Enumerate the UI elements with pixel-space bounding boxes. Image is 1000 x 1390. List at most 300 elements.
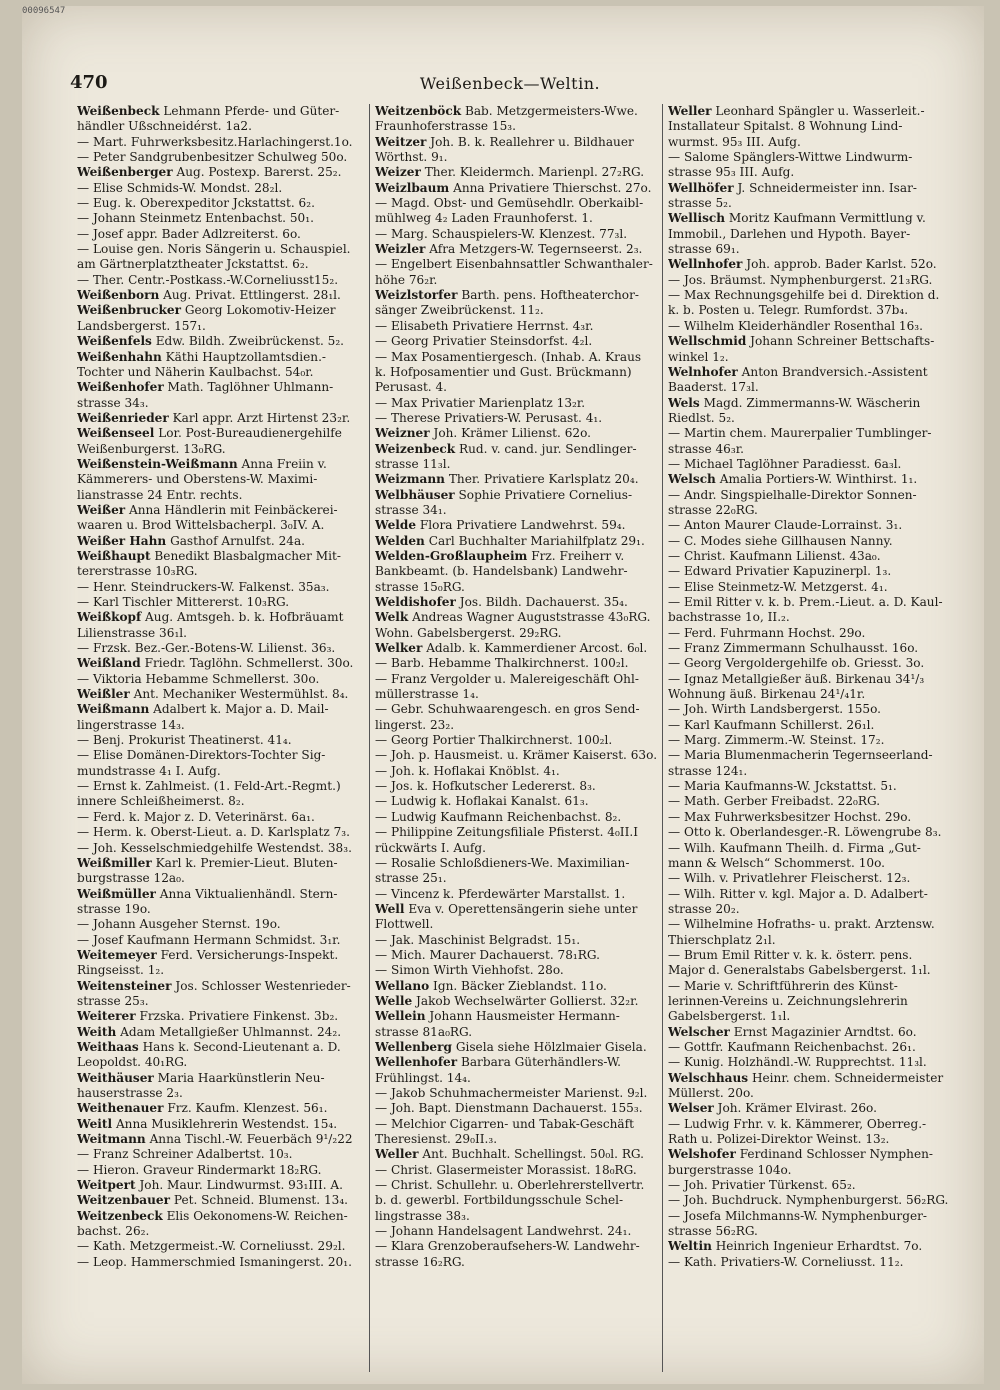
directory-entry [375, 150, 657, 165]
entry-surname: Weithaas [77, 1039, 139, 1054]
directory-entry [668, 534, 950, 549]
entry-text: — Wilh. v. Privatlehrer Fleischerst. 12₃. [668, 871, 911, 886]
entry-text: strasse 11₃l. [375, 456, 451, 471]
entry-surname: Welshofer [668, 1147, 736, 1162]
directory-entry [375, 1055, 657, 1070]
entry-text: Heinrich Ingenieur Erhardtst. 7o. [715, 1239, 923, 1254]
directory-entry [375, 687, 657, 702]
directory-entry [77, 1055, 359, 1070]
entry-text: Ant. Mechaniker Westermühlst. 8₄. [133, 687, 349, 702]
entry-text: Elis Oekonomens-W. Reichen- [166, 1208, 348, 1223]
directory-entry [375, 564, 657, 579]
entry-text: — Christ. Glasermeister Morassist. 18₀RG. [375, 1162, 637, 1177]
entry-text: strasse 19o. [77, 901, 151, 916]
entry-surname: Wellhöfer [668, 180, 734, 195]
entry-text: Gabelsbergerst. 1₁l. [668, 1009, 791, 1024]
directory-entry [668, 1071, 950, 1086]
directory-entry [77, 1163, 359, 1178]
entry-text: — Joh. Buchdruck. Nymphenburgerst. 56₂RG. [668, 1193, 949, 1208]
column-rule [662, 104, 663, 1372]
directory-entry [668, 748, 950, 763]
directory-entry [668, 227, 950, 242]
directory-entry [668, 350, 950, 365]
page-number: 470 [70, 72, 108, 93]
entry-surname: Welscher [668, 1024, 730, 1039]
directory-entry [668, 1025, 950, 1040]
entry-text: Sophie Privatiere Cornelius- [458, 487, 633, 502]
entry-text: Baaderst. 17₃l. [668, 380, 759, 395]
entry-text: — Jak. Maschinist Belgradst. 15₁. [375, 932, 581, 947]
entry-surname: Weitensteiner [77, 978, 172, 993]
entry-text: — Elise Domänen-Direktors-Tochter Sig- [77, 748, 326, 763]
entry-surname: Wellenberg [375, 1039, 452, 1054]
directory-entry [375, 1255, 657, 1270]
entry-text: — Ignaz Metallgießer äuß. Birkenau 34¹/₃ [668, 671, 925, 686]
directory-entry [668, 1101, 950, 1116]
directory-entry [77, 1147, 359, 1162]
entry-text: — Peter Sandgrubenbesitzer Schulweg 50o. [77, 150, 348, 165]
entry-text: waaren u. Brod Wittelsbacherpl. 3₀IV. A. [77, 518, 325, 533]
directory-entry [668, 1086, 950, 1101]
entry-surname: Welk [375, 610, 409, 625]
directory-entry [77, 457, 359, 472]
directory-entry [375, 902, 657, 917]
entry-text: Thierschplatz 2₁l. [668, 932, 776, 947]
directory-entry [375, 702, 657, 717]
directory-entry [375, 303, 657, 318]
directory-entry [668, 580, 950, 595]
directory-entry [77, 626, 359, 641]
entry-surname: Welker [375, 641, 423, 656]
entry-text: — Mich. Maurer Dachauerst. 78₁RG. [375, 947, 600, 962]
directory-entry [375, 334, 657, 349]
entry-surname: Welden-Großlaupheim [375, 548, 528, 563]
entry-text: — Benj. Prokurist Theatinerst. 41₄. [77, 733, 292, 748]
entry-text: — Max Privatier Marienplatz 13₂r. [375, 395, 586, 410]
directory-entry [375, 549, 657, 564]
entry-text: — Joh. Wirth Landsbergerst. 155o. [668, 702, 881, 717]
entry-text: — Frzsk. Bez.-Ger.-Botens-W. Lilienst. 36₃. [77, 641, 336, 656]
entry-text: — Hieron. Graveur Rindermarkt 18₂RG. [77, 1162, 322, 1177]
directory-entry [77, 334, 359, 349]
entry-text: — Josef appr. Bader Adlzreiterst. 6o. [77, 226, 301, 241]
directory-entry [77, 887, 359, 902]
entry-text: — Salome Spänglers-Wittwe Lindwurm- [668, 150, 913, 165]
directory-entry [77, 411, 359, 426]
column-1 [77, 104, 359, 1270]
entry-text: Frühlingst. 14₄. [375, 1070, 471, 1085]
entry-text: Joh. Maur. Lindwurmst. 93₁III. A. [139, 1178, 343, 1193]
entry-text: Frzska. Privatiere Finkenst. 3b₂. [139, 1009, 339, 1024]
directory-entry [668, 856, 950, 871]
entry-text: Carl Buchhalter Mariahilfplatz 29₁. [428, 533, 645, 548]
entry-text: Ign. Bäcker Zieblandst. 11o. [433, 978, 607, 993]
entry-surname: Wellisch [668, 211, 726, 226]
entry-text: — Maria Kaufmanns-W. Jckstattst. 5₁. [668, 779, 897, 794]
column-2 [375, 104, 657, 1270]
directory-entry [375, 350, 657, 365]
entry-text: innere Schleißheimerst. 8₂. [77, 794, 245, 809]
entry-text: — Engelbert Eisenbahnsattler Schwanthaler- [375, 257, 653, 272]
entry-surname: Weißenhofer [77, 380, 164, 395]
entry-text: Aug. Amtsgeh. b. k. Hofbräuamt [145, 610, 344, 625]
entry-text: — Wilhelmine Hofraths- u. prakt. Arztensw. [668, 917, 935, 932]
entry-text: Georg Lokomotiv-Heizer [184, 303, 336, 318]
directory-entry [375, 1147, 657, 1162]
directory-entry [375, 672, 657, 687]
entry-text: Frz. Kaufm. Klenzest. 56₁. [167, 1101, 328, 1116]
directory-entry [668, 610, 950, 625]
entry-surname: Weißler [77, 687, 130, 702]
directory-entry [375, 165, 657, 180]
entry-text: Bab. Metzgermeisters-Wwe. [464, 104, 638, 118]
entry-text: — Gottfr. Kaufmann Reichenbachst. 26₁. [668, 1039, 916, 1054]
directory-entry [77, 135, 359, 150]
entry-text: Kämmerers- und Oberstens-W. Maximi- [77, 472, 318, 487]
entry-surname: Weizler [375, 242, 426, 257]
directory-entry [77, 794, 359, 809]
entry-text: — Kunig. Holzhändl.-W. Rupprechtst. 11₃l. [668, 1055, 927, 1070]
entry-text: höhe 76₂r. [375, 272, 438, 287]
directory-entry [668, 442, 950, 457]
directory-entry [668, 1255, 950, 1270]
directory-entry [77, 242, 359, 257]
entry-text: Adalbert k. Major a. D. Mail- [153, 702, 329, 717]
entry-text: Anna Händlerin mit Feinbäckerei- [129, 502, 338, 517]
entry-text: Müllerst. 20o. [668, 1086, 754, 1100]
directory-entry [375, 994, 657, 1009]
directory-entry [77, 288, 359, 303]
entry-text: Adalb. k. Kammerdiener Arcost. 6₀l. [426, 641, 648, 656]
directory-entry [668, 764, 950, 779]
directory-entry [77, 687, 359, 702]
directory-entry [375, 656, 657, 671]
directory-entry [375, 748, 657, 763]
entry-surname: Weizlstorfer [375, 288, 458, 303]
directory-entry [77, 165, 359, 180]
entry-text: — Herm. k. Oberst-Lieut. a. D. Karlsplatz 7₃. [77, 825, 350, 840]
directory-entry [668, 503, 950, 518]
directory-entry [77, 1040, 359, 1055]
directory-entry [668, 488, 950, 503]
directory-entry [77, 933, 359, 948]
entry-text: Maria Haarkünstlerin Neu- [157, 1070, 325, 1085]
directory-entry [77, 1132, 359, 1147]
entry-surname: Weldishofer [375, 595, 456, 609]
entry-text: — Georg Vergoldergehilfe ob. Griesst. 3o. [668, 656, 925, 671]
directory-entry [668, 1040, 950, 1055]
entry-surname: Welschhaus [668, 1070, 749, 1085]
page-header [70, 72, 950, 102]
entry-text: — Michael Taglöhner Paradiesst. 6a₃l. [668, 456, 902, 471]
directory-entry [668, 687, 950, 702]
directory-entry [668, 672, 950, 687]
entry-text: Gasthof Arnulfst. 24a. [170, 533, 306, 548]
entry-text: — Joh. Privatier Türkenst. 65₂. [668, 1178, 856, 1193]
directory-entry [668, 810, 950, 825]
entry-text: — Karl Kaufmann Schillerst. 26₁l. [668, 717, 875, 732]
entry-surname: Weißenfels [77, 334, 152, 349]
entry-text: Käthi Hauptzollamtsdien.- [165, 349, 327, 364]
directory-entry [668, 181, 950, 196]
entry-text: lingstrasse 38₃. [375, 1208, 470, 1223]
directory-entry [77, 119, 359, 134]
entry-text: — Maria Blumenmacherin Tegernseerland- [668, 748, 933, 763]
entry-text: Ther. Privatiere Karlsplatz 20₄. [448, 472, 639, 487]
entry-surname: Weltin [668, 1239, 712, 1254]
directory-entry [77, 227, 359, 242]
entry-text: strasse 16₂RG. [375, 1254, 465, 1269]
entry-text: Wohn. Gabelsbergerst. 29₂RG. [375, 625, 562, 640]
entry-text: — Elise Schmids-W. Mondst. 28₂l. [77, 180, 283, 195]
entry-text: mundstrasse 4₁ I. Aufg. [77, 763, 221, 778]
directory-entry [668, 1055, 950, 1070]
directory-entry [375, 963, 657, 978]
entry-text: — Christ. Schullehr. u. Oberlehrerstellvertr. [375, 1178, 645, 1193]
entry-text: Bankbeamt. (b. Handelsbank) Landwehr- [375, 564, 628, 579]
directory-entry [77, 181, 359, 196]
directory-entry [375, 1071, 657, 1086]
entry-text: Gisela siehe Hölzlmaier Gisela. [455, 1039, 647, 1054]
entry-text: Flottwell. [375, 917, 434, 932]
entry-surname: Weitzenbeck [77, 1208, 163, 1223]
directory-entry [668, 979, 950, 994]
directory-entry [375, 856, 657, 871]
entry-text: Anna Freiin v. [241, 456, 327, 471]
entry-text: strasse 22₀RG. [668, 502, 758, 517]
entry-surname: Weißenbrucker [77, 303, 181, 318]
entry-text: strasse 34₃. [77, 395, 149, 410]
directory-entry [77, 1071, 359, 1086]
directory-entry [668, 426, 950, 441]
directory-entry [77, 1255, 359, 1270]
directory-entry [668, 825, 950, 840]
directory-entry [668, 411, 950, 426]
entry-text: — Andr. Singspielhalle-Direktor Sonnen- [668, 487, 917, 502]
directory-entry [668, 1239, 950, 1254]
entry-surname: Wellnhofer [668, 257, 743, 272]
directory-entry [668, 396, 950, 411]
entry-text: Ant. Buchhalt. Schellingst. 50₀l. RG. [422, 1147, 644, 1162]
directory-entry [375, 1101, 657, 1116]
entry-text: — Ernst k. Zahlmeist. (1. Feld-Art.-Regmt.) [77, 779, 341, 794]
entry-text: — Joh. Bapt. Dienstmann Dachauerst. 155₃. [375, 1101, 643, 1116]
directory-entry [77, 610, 359, 625]
entry-surname: Weißenseel [77, 426, 155, 441]
entry-text: — Jakob Schuhmachermeister Marienst. 9₂l. [375, 1086, 648, 1100]
entry-text: — Emil Ritter v. k. b. Prem.-Lieut. a. D. Kaul- [668, 595, 943, 609]
entry-surname: Weißland [77, 656, 141, 671]
directory-entry [77, 580, 359, 595]
entry-text: Frz. Freiherr v. [531, 548, 625, 563]
directory-entry [668, 1224, 950, 1239]
entry-surname: Weitzenbauer [77, 1193, 170, 1208]
directory-entry [375, 1025, 657, 1040]
entry-text: Hans k. Second-Lieutenant a. D. [142, 1039, 341, 1054]
directory-entry [668, 1209, 950, 1224]
directory-entry [77, 518, 359, 533]
directory-entry [77, 1239, 359, 1254]
entry-surname: Weizlbaum [375, 180, 450, 195]
entry-text: strasse 25₁. [375, 871, 447, 886]
directory-entry [668, 595, 950, 610]
entry-text: — Georg Privatier Steinsdorfst. 4₂l. [375, 334, 593, 349]
entry-text: — Edward Privatier Kapuzinerpl. 1₃. [668, 564, 892, 579]
directory-entry [77, 350, 359, 365]
directory-entry [668, 472, 950, 487]
directory-entry [77, 779, 359, 794]
entry-text: — Ludwig Kaufmann Reichenbachst. 8₂. [375, 809, 622, 824]
directory-entry [77, 1101, 359, 1116]
entry-text: Immobil., Darlehen und Hypoth. Bayer- [668, 226, 911, 241]
entry-text: strasse 5₂. [668, 196, 732, 211]
entry-surname: Wellschmid [668, 334, 747, 349]
entry-text: — Josef Kaufmann Hermann Schmidst. 3₁r. [77, 932, 341, 947]
entry-surname: Wellenhofer [375, 1055, 458, 1070]
entry-surname: Weizenbeck [375, 441, 456, 456]
entry-text: mann & Welsch“ Schommerst. 10o. [668, 855, 886, 870]
entry-surname: Weißmüller [77, 886, 156, 901]
directory-entry [77, 488, 359, 503]
entry-surname: Welser [668, 1101, 714, 1116]
directory-entry [77, 549, 359, 564]
entry-surname: Welsch [668, 472, 716, 487]
directory-entry [375, 411, 657, 426]
entry-text: Jakob Wechselwärter Gollierst. 32₂r. [416, 993, 639, 1008]
entry-surname: Weithäuser [77, 1070, 154, 1085]
directory-entry [375, 871, 657, 886]
entry-text: J. Schneidermeister inn. Isar- [737, 180, 917, 195]
directory-entry [375, 1040, 657, 1055]
directory-entry [77, 656, 359, 671]
entry-text: mühlweg 4₂ Laden Fraunhoferst. 1. [375, 211, 593, 226]
directory-entry [77, 1209, 359, 1224]
entry-text: rückwärts I. Aufg. [375, 840, 486, 855]
entry-text: strasse 56₂RG. [668, 1224, 758, 1239]
directory-entry [375, 979, 657, 994]
entry-surname: Wellein [375, 1009, 426, 1024]
entry-surname: Weitpert [77, 1178, 136, 1193]
directory-entry [668, 211, 950, 226]
directory-entry [77, 150, 359, 165]
directory-entry [375, 948, 657, 963]
directory-entry [375, 457, 657, 472]
directory-entry [668, 150, 950, 165]
entry-text: Adam Metallgießer Uhlmannst. 24₂. [120, 1024, 342, 1039]
directory-entry [77, 1178, 359, 1193]
entry-surname: Weißenberger [77, 165, 173, 180]
entry-text: Pet. Schneid. Blumenst. 13₄. [173, 1193, 349, 1208]
entry-surname: Weißhaupt [77, 548, 151, 563]
entry-text: — Elise Steinmetz-W. Metzgerst. 4₁. [668, 579, 888, 594]
entry-text: Lor. Post-Bureaudienergehilfe [158, 426, 342, 441]
entry-surname: Weithenauer [77, 1101, 164, 1116]
directory-entry [375, 135, 657, 150]
entry-text: Jos. Bildh. Dachauerst. 35₄. [459, 595, 628, 609]
entry-text: Barbara Güterhändlers-W. [460, 1055, 621, 1070]
entry-text: Friedr. Taglöhn. Schmellerst. 30o. [144, 656, 354, 671]
entry-text: Math. Taglöhner Uhlmann- [167, 380, 334, 395]
entry-text: Anna Viktualienhändl. Stern- [159, 886, 338, 901]
directory-entry [77, 211, 359, 226]
running-head: Weißenbeck—Weltin. [419, 74, 601, 93]
entry-text: — Anton Maurer Claude-Lorrainst. 3₁. [668, 518, 903, 533]
directory-entry [668, 365, 950, 380]
directory-entry [375, 288, 657, 303]
entry-text: — Leop. Hammerschmied Ismaningerst. 20₁. [77, 1254, 352, 1269]
directory-entry [77, 856, 359, 871]
entry-text: winkel 1₂. [668, 349, 729, 364]
directory-entry [77, 564, 359, 579]
entry-text: Karl k. Premier-Lieut. Bluten- [155, 855, 338, 870]
entry-text: strasse 95₃ III. Aufg. [668, 165, 795, 180]
directory-entry [668, 887, 950, 902]
entry-text: — Wilh. Ritter v. kgl. Major a. D. Adalbert- [668, 886, 928, 901]
directory-entry [375, 626, 657, 641]
directory-entry [375, 242, 657, 257]
entry-surname: Weißenhahn [77, 349, 162, 364]
entry-text: — Jos. Bräumst. Nymphenburgerst. 21₃RG. [668, 272, 933, 287]
directory-entry [668, 902, 950, 917]
directory-entry [375, 488, 657, 503]
directory-entry [668, 871, 950, 886]
entry-text: — Max Fuhrwerksbesitzer Hochst. 29o. [668, 809, 912, 824]
directory-entry [668, 1147, 950, 1162]
directory-entry [375, 181, 657, 196]
entry-surname: Weizner [375, 426, 430, 441]
directory-entry [375, 472, 657, 487]
directory-entry [668, 933, 950, 948]
directory-entry [668, 288, 950, 303]
entry-text: — Rosalie Schloßdieners-We. Maximilian- [375, 855, 630, 870]
directory-entry [375, 764, 657, 779]
entry-text: lianstrasse 24 Entr. rechts. [77, 487, 243, 502]
entry-text: Rath u. Polizei-Direktor Weinst. 13₂. [668, 1132, 890, 1147]
entry-text: — Viktoria Hebamme Schmellerst. 30o. [77, 671, 320, 686]
entry-text: — Louise gen. Noris Sängerin u. Schauspiel. [77, 242, 351, 257]
entry-text: — Therese Privatiers-W. Perusast. 4₁. [375, 410, 603, 425]
directory-entry [77, 641, 359, 656]
entry-text: Eva v. Operettensängerin siehe unter [408, 901, 638, 916]
entry-text: — Philippine Zeitungsfiliale Pfisterst. 4₀II.I [375, 825, 638, 840]
entry-text: — Joh. k. Hoflakai Knöblst. 4₁. [375, 763, 560, 778]
directory-entry [668, 948, 950, 963]
directory-entry [375, 1239, 657, 1254]
entry-text: Fraunhoferstrasse 15₃. [375, 119, 516, 134]
entry-text: — Ferd. k. Major z. D. Veterinärst. 6a₁. [77, 809, 315, 824]
directory-entry [77, 764, 359, 779]
entry-text: händler Ußschneidérst. 1a2. [77, 119, 252, 134]
entry-surname: Welnhofer [668, 364, 738, 379]
entry-text: sänger Zweibrückenst. 11₂. [375, 303, 544, 318]
directory-entry [375, 518, 657, 533]
entry-text: — Josefa Milchmanns-W. Nymphenburger- [668, 1208, 927, 1223]
directory-entry [375, 396, 657, 411]
entry-surname: Wels [668, 395, 700, 410]
directory-entry [375, 273, 657, 288]
entry-text: Afra Metzgers-W. Tegernseerst. 2₃. [429, 242, 643, 257]
entry-text: — Christ. Kaufmann Lilienst. 43a₀. [668, 548, 881, 563]
directory-entry [375, 426, 657, 441]
entry-surname: Wellano [375, 978, 430, 993]
entry-text: Flora Privatiere Landwehrst. 59₄. [419, 518, 626, 533]
directory-entry [668, 779, 950, 794]
directory-entry [375, 1178, 657, 1193]
directory-entry [668, 733, 950, 748]
entry-text: müllerstrasse 1₄. [375, 687, 479, 702]
directory-entry [77, 1117, 359, 1132]
directory-entry [668, 1193, 950, 1208]
